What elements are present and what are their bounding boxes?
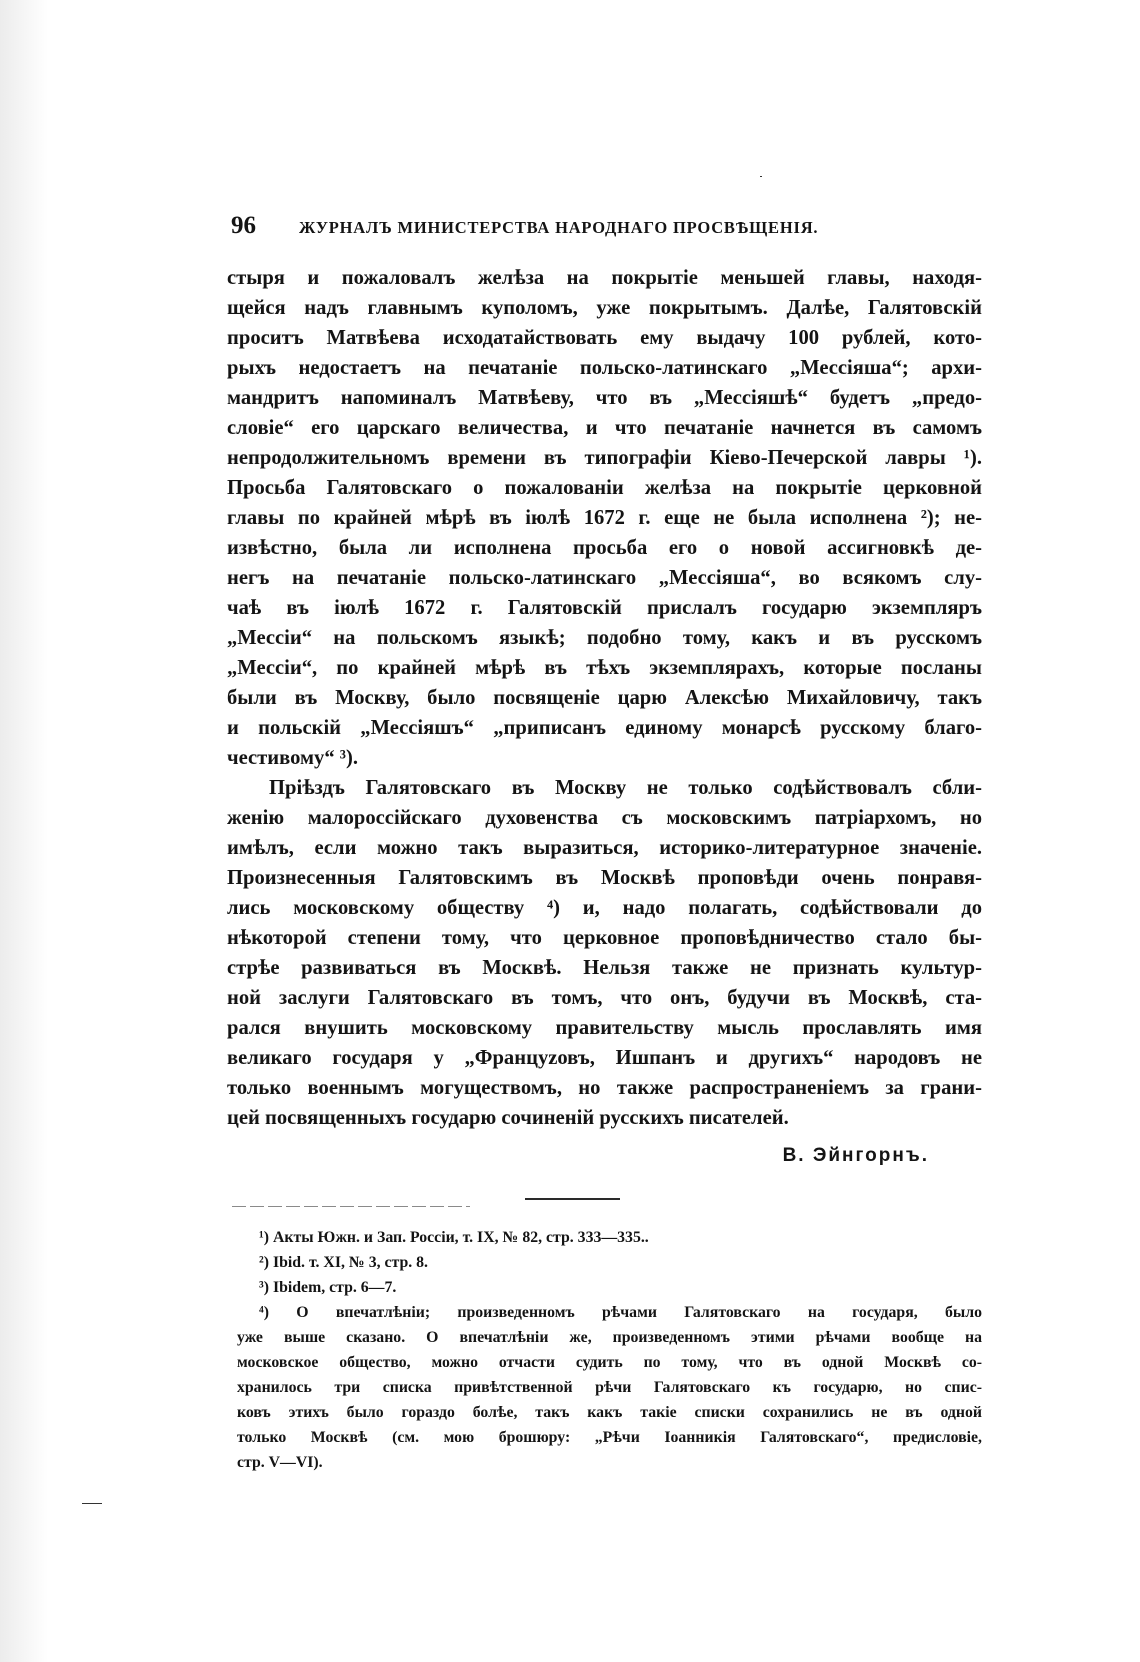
scan-speck	[760, 176, 762, 177]
author-signature: В. Эйнгорнъ.	[782, 1145, 929, 1166]
text-line: щейся надъ главнымъ куполомъ, уже покрытымъ. Далѣе, Галятовскій	[227, 297, 982, 319]
footnotes	[237, 1225, 982, 1475]
text-line: словіе“ его царскаго величества, и что печатаніе начнется въ самомъ	[227, 417, 982, 439]
text-line: были въ Москву, было посвященіе царю Алексѣю Михайловичу, такъ	[227, 687, 982, 709]
text-line: „Мессіи“ на польскомъ языкѣ; подобно тому, какъ и въ русскомъ	[227, 627, 982, 649]
running-head	[231, 212, 883, 246]
text-line: негъ на печатаніе польско-латинскаго „Мессіяша“, во всякомъ слу-	[227, 567, 982, 589]
text-line: имѣлъ, если можно такъ выразиться, историко-литературное значеніе.	[227, 837, 982, 859]
text-line: нѣкоторой степени тому, что церковное проповѣдничество стало бы-	[227, 927, 982, 949]
footnote-line: ²) Ibid. т. XI, № 3, стр. 8.	[259, 1254, 428, 1271]
text-line: великаго государя у „Француzовъ, Ишпанъ и другихъ“ народовъ не	[227, 1047, 982, 1069]
footnote-line: ковъ этихъ было гораздо болѣе, такъ какъ такіе списки сохранились не въ одной	[237, 1404, 982, 1421]
footnote-line: уже выше сказано. О впечатлѣніи же, произведенномъ этими рѣчами вообще на	[237, 1329, 982, 1346]
journal-title: ЖУРНАЛЪ МИНИСТЕРСТВА НАРОДНАГО ПРОСВѢЩЕНІЯ.	[299, 218, 819, 237]
text-line: ной заслуги Галятовскаго въ томъ, что онъ, будучи въ Москвѣ, ста-	[227, 987, 982, 1009]
footnote-separator-left	[232, 1206, 470, 1207]
footnote-line: только Москвѣ (см. мою брошюру: „Рѣчи Іоанникія Галятовскаго“, предисловіе,	[237, 1429, 982, 1446]
margin-mark	[82, 1503, 102, 1504]
footnote-line: московское общество, можно отчасти судить по тому, что въ одной Москвѣ со-	[237, 1354, 982, 1371]
text-line: Пріѣздъ Галятовскаго въ Москву не только содѣйствовалъ сбли-	[269, 777, 982, 799]
text-line: проситъ Матвѣева исходатайствовать ему выдачу 100 рублей, кото-	[227, 327, 982, 349]
page-number: 96	[231, 212, 256, 239]
text-line: цей посвященныхъ государю сочиненій русскихъ писателей.	[227, 1107, 789, 1129]
text-line: рыхъ недостаетъ на печатаніе польско-латинскаго „Мессіяша“; архи-	[227, 357, 982, 379]
footnote-line: ⁴) О впечатлѣніи; произведенномъ рѣчами Галятовскаго на государя, было	[259, 1304, 982, 1321]
text-line: Просьба Галятовскаго о пожалованіи желѣза на покрытіе церковной	[227, 477, 982, 499]
scan-edge-shading	[0, 0, 48, 1662]
footnote-line: хранилось три списка привѣтственной рѣчи Галятовскаго къ государю, но спис-	[237, 1379, 982, 1396]
text-line: только военнымъ могуществомъ, но также распространеніемъ за грани-	[227, 1077, 982, 1099]
text-line: стыря и пожаловалъ желѣза на покрытіе меньшей главы, находя-	[227, 267, 982, 289]
text-line: и польскій „Мессіяшъ“ „приписанъ единому монарсѣ русскому благо-	[227, 717, 982, 739]
text-line: лись московскому обществу ⁴) и, надо полагать, содѣйствовали до	[227, 897, 982, 919]
footnote-line: ³) Ibidem, стр. 6—7.	[259, 1279, 397, 1296]
text-line: Произнесенныя Галятовскимъ въ Москвѣ проповѣди очень понравя-	[227, 867, 982, 889]
text-line: рался внушить московскому правительству мысль прославлять имя	[227, 1017, 982, 1039]
footnote-separator-rule	[525, 1198, 620, 1200]
text-line: чаѣ въ іюлѣ 1672 г. Галятовскій прислалъ государю экземпляръ	[227, 597, 982, 619]
text-line: главы по крайней мѣрѣ въ іюлѣ 1672 г. еще не была исполнена ²); не-	[227, 507, 982, 529]
text-line: „Мессіи“, по крайней мѣрѣ въ тѣхъ экземплярахъ, которые посланы	[227, 657, 982, 679]
text-line: честивому“ ³).	[227, 747, 358, 769]
main-text	[227, 263, 982, 1133]
text-line: стрѣе развиваться въ Москвѣ. Нельзя также не признать культур-	[227, 957, 982, 979]
text-line: мандритъ напоминалъ Матвѣеву, что въ „Мессіяшѣ“ будетъ „предо-	[227, 387, 982, 409]
footnote-line: ¹) Акты Южн. и Зап. Россіи, т. IX, № 82, стр. 333—335..	[259, 1229, 649, 1246]
footnote-line: стр. V—VI).	[237, 1454, 323, 1471]
text-line: женію малороссійскаго духовенства съ московскимъ патріархомъ, но	[227, 807, 982, 829]
text-line: непродолжительномъ времени въ типографіи Кіево-Печерской лавры ¹).	[227, 447, 982, 469]
text-line: извѣстно, была ли исполнена просьба его о новой ассигновкѣ де-	[227, 537, 982, 559]
